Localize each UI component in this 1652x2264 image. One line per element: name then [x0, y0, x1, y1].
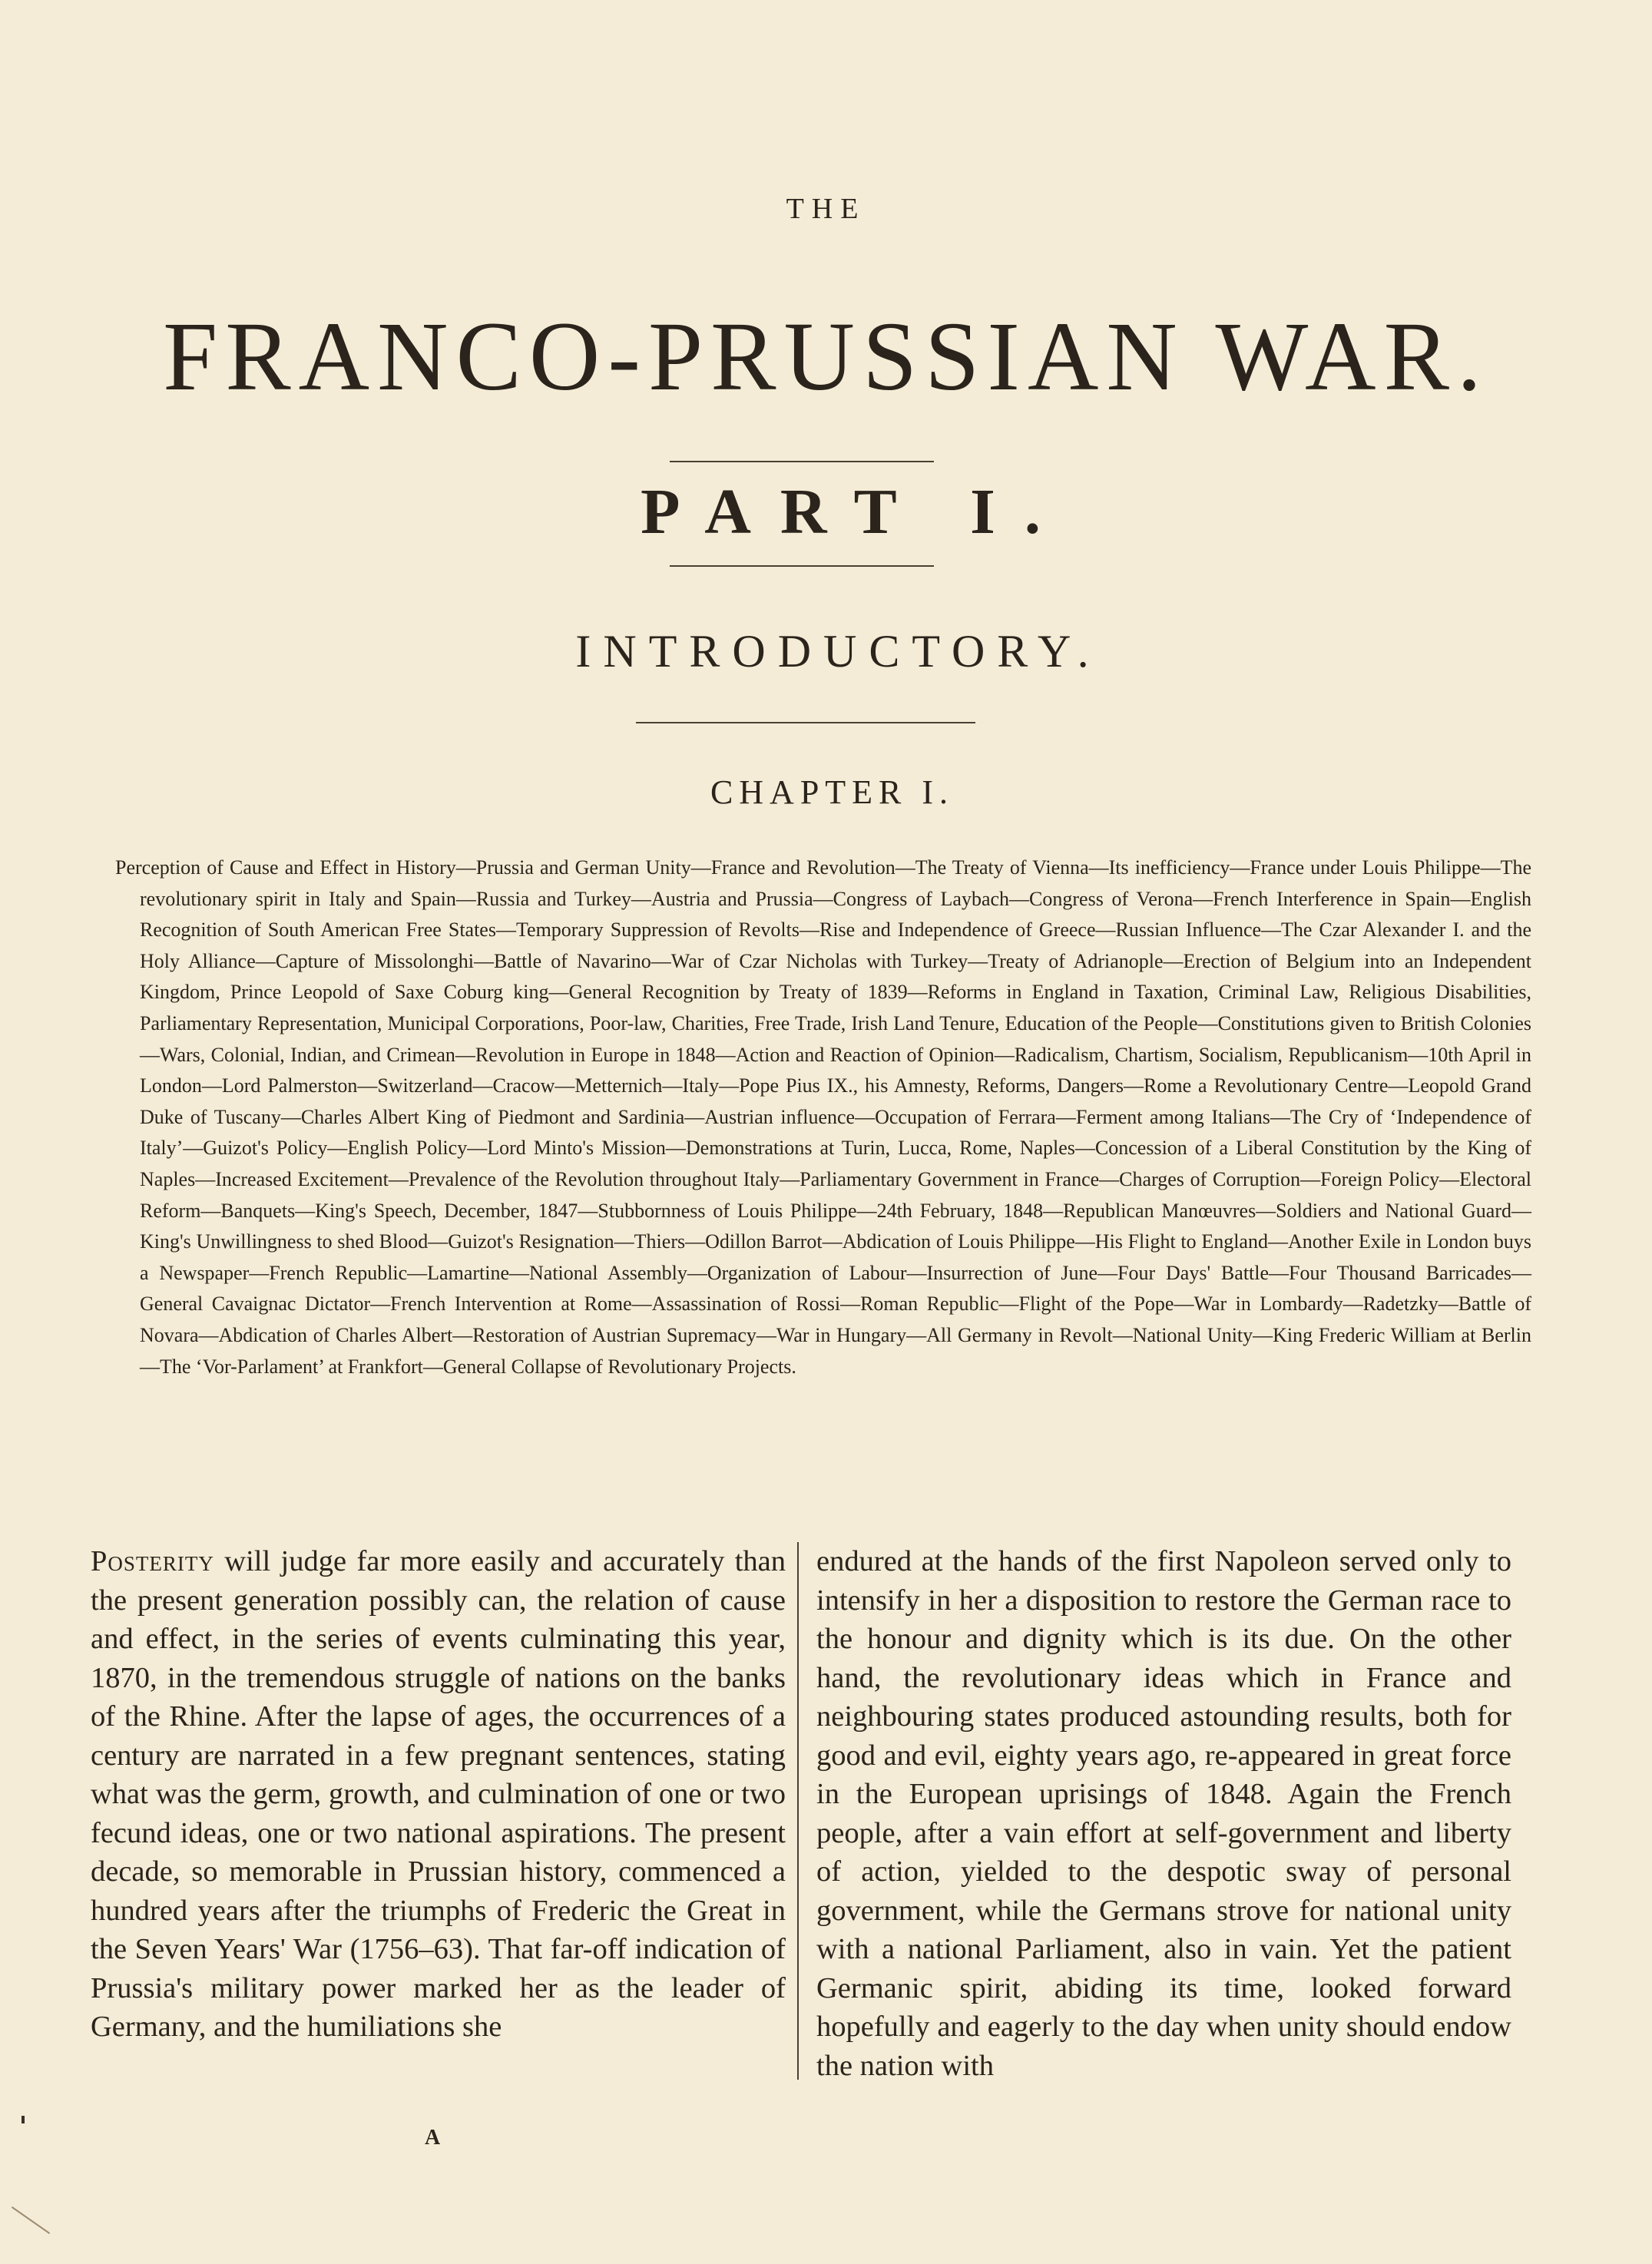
body-column-left: [91, 1542, 786, 2047]
ink-speck: [22, 2116, 25, 2123]
pencil-mark: [12, 2206, 50, 2234]
body-left-text: will judge far more easily and accurately than the present generation possibly can, the relation of cause and effect, in the series of events culminating this year, 1870, in the tremendous struggle of nations on the banks of the Rhine. After the lapse of ages, the occurrences of a century are narrated in a few pregnant sentences, stating what was the germ, growth, and culmination of one or two fecund ideas, one or two national aspirations. The present decade, so memorable in Prussian history, commenced a hundred years after the triumphs of Frederic the Great in the Seven Years' War (1756–63). That far-off indication of Prussia's military power marked her as the leader of Germany, and the humiliations she: [91, 1545, 786, 2043]
opening-word: Posterity: [91, 1545, 214, 1577]
chapter-heading: CHAPTER I.: [710, 773, 955, 811]
header-the: THE: [786, 193, 866, 225]
section-heading: INTRODUCTORY.: [575, 626, 1101, 677]
rule-3: [636, 722, 975, 723]
chapter-synopsis: Perception of Cause and Effect in History—Prussia and German Unity—France and Revolution—The Treaty of Vienna—Its inefficiency—France under Louis Philippe—The revolutionary spirit in Italy and Spain—Russia and Turkey—Austria and Prussia—Congress of Laybach—Congress of Verona—French Interference in Spain—English Recognition of South American Free States—Temporary Suppression of Revolts—Rise and Independence of Greece—Russian Influence—The Czar Alexander I. and the Holy Alliance—Capture of Missolonghi—Battle of Navarino—War of Czar Nicholas with Turkey—Treaty of Adrianople—Erection of Belgium into an Independent Kingdom, Prince Leopold of Saxe Coburg king—General Recognition by Treaty of 1839—Reforms in England in Taxation, Criminal Law, Religious Disabilities, Parliamentary Representation, Municipal Corporations, Poor-law, Charities, Free Trade, Irish Land Tenure, Education of the People—Constitutions given to British Colonies—Wars, Colonial, Indian, and Crimean—Revolution in Europe in 1848—Action and Reaction of Opinion—Radicalism, Chartism, Socialism, Republicanism—10th April in London—Lord Palmerston—Switzerland—Cracow—Metternich—Italy—Pope Pius IX., his Amnesty, Reforms, Dangers—Rome a Revolutionary Centre—Leopold Grand Duke of Tuscany—Charles Albert King of Piedmont and Sardinia—Austrian influence—Occupation of Ferrara—Ferment among Italians—The Cry of ‘Independence of Italy’—Guizot's Policy—English Policy—Lord Minto's Mission—Demonstrations at Turin, Lucca, Rome, Naples—Concession of a Liberal Constitution by the King of Naples—Increased Excitement—Prevalence of the Revolution throughout Italy—Parliamentary Government in France—Charges of Corruption—Foreign Policy—Electoral Reform—Banquets—King's Speech, December, 1847—Stubbornness of Louis Philippe—24th February, 1848—Republican Manœuvres—Soldiers and National Guard—King's Unwillingness to shed Blood—Guizot's Resignation—Thiers—Odillon Barrot—Abdication of Louis Philippe—His Flight to England—Another Exile in London buys a Newspaper—French Republic—Lamartine—National Assembly—Organization of Labour—Insurrection of June—Four Days' Battle—Four Thousand Barricades—General Cavaignac Dictator—French Intervention at Rome—Assassination of Rossi—Roman Republic—Flight of the Pope—War in Lombardy—Radetzky—Battle of Novara—Abdication of Charles Albert—Restoration of Austrian Supremacy—War in Hungary—All Germany in Revolt—National Unity—King Frederic William at Berlin—The ‘Vor-Parlament’ at Frankfort—General Collapse of Revolutionary Projects.: [115, 856, 1531, 1378]
book-title: FRANCO-PRUSSIAN WAR.: [163, 302, 1489, 411]
signature-mark: A: [425, 2126, 441, 2150]
rule-1: [670, 461, 934, 462]
column-divider: [797, 1542, 799, 2080]
body-column-right: endured at the hands of the first Napoleon served only to intensify in her a disposition to restore the German race to the honour and dignity which is its due. On the other hand, the revolutionary ideas which in France and neighbouring states produced astounding results, both for good and evil, eighty years ago, re-appeared in great force in the European uprisings of 1848. Again the French people, after a vain effort at self-government and liberty of action, yielded to the despotic sway of personal government, while the Germans strove for national unity with a national Parliament, also in vain. Yet the patient Germanic spirit, abiding its time, looked forward hopefully and eagerly to the day when unity should endow the nation with: [816, 1545, 1511, 2082]
rule-2: [670, 565, 934, 567]
part-heading: PART I.: [641, 476, 1070, 548]
